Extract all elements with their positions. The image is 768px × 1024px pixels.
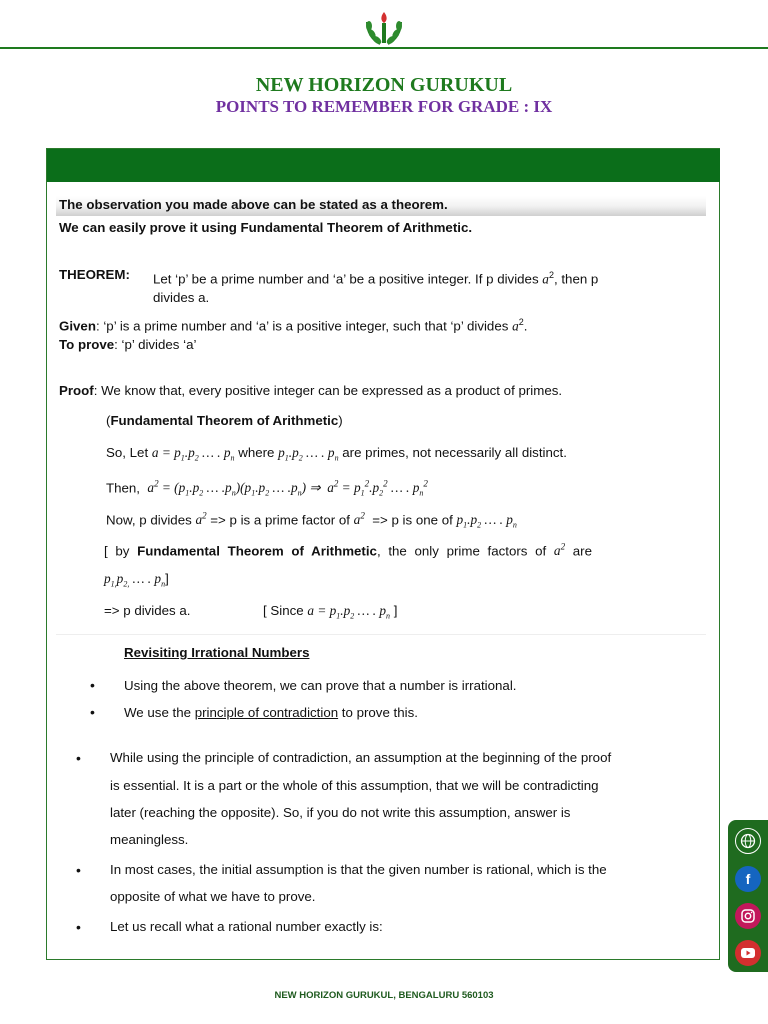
bullet-dot: • xyxy=(76,750,81,766)
note-1-line-1: While using the principle of contradiction, an assumption at the beginning of the proof xyxy=(110,750,612,765)
note-1-line-2: is essential. It is a part or the whole of this assumption, that we will be contradicting xyxy=(110,778,599,793)
conclusion-line: => p divides a. xyxy=(104,603,191,618)
then-line: Then, $a^2 = (p_1.p_2$ … $.p_n)(p_1.p_2$ … $.p_n$) ⇒ $a^2 = p_1^2.p_2^2$ … . $p_n^2$ xyxy=(106,479,428,499)
note-1-line-4: meaningless. xyxy=(110,832,189,847)
content-header-band xyxy=(47,149,720,182)
since-line: [ Since $a = p_1.p_2$ … . $p_n$ ] xyxy=(263,603,398,621)
note-2-line-2: opposite of what we have to prove. xyxy=(110,889,316,904)
youtube-icon[interactable] xyxy=(735,940,761,966)
grade-subtitle: POINTS TO REMEMBER FOR GRADE : IX xyxy=(215,97,553,116)
note-1-line-3: later (reaching the opposite). So, if you do not write this assumption, answer is xyxy=(110,805,571,820)
note-3: Let us recall what a rational number exactly is: xyxy=(110,919,383,934)
theorem-text-cont: divides a. xyxy=(153,290,210,305)
so-let-line: So, Let $a = p_1.p_2$ … . $p_n$ where $p_1.p_2$ … . $p_n$ are primes, not necessarily all distinct. xyxy=(106,445,567,463)
now-line: Now, p divides $a^2 => p$ is a prime factor of $a^2 => p$ is one of $p_1.p_2$ … . $p_n$ xyxy=(106,511,517,531)
bullet-2: We use the principle of contradiction to prove this. xyxy=(124,705,418,720)
bullet-dot: • xyxy=(90,704,95,720)
to-prove-line: To prove: ‘p’ divides ‘a’ xyxy=(59,337,197,352)
instagram-icon[interactable] xyxy=(735,903,761,929)
section-divider xyxy=(56,634,706,635)
intro-line-1: The observation you made above can be stated as a theorem. xyxy=(59,197,448,212)
web-icon[interactable] xyxy=(735,828,761,854)
bullet-dot: • xyxy=(76,919,81,935)
by-fta-line: [ by Fundamental Theorem of Arithmetic, the only prime factors of $a^2$ are xyxy=(104,542,592,559)
facebook-icon[interactable]: f xyxy=(735,866,761,892)
header-rule xyxy=(0,47,768,49)
fta-line: (Fundamental Theorem of Arithmetic) xyxy=(106,413,343,428)
revisiting-heading: Revisiting Irrational Numbers xyxy=(124,645,310,660)
bullet-1: Using the above theorem, we can prove that a number is irrational. xyxy=(124,678,517,693)
school-name: NEW HORIZON GURUKUL xyxy=(255,74,513,96)
footer-address: NEW HORIZON GURUKUL, BENGALURU 560103 xyxy=(274,990,494,1001)
primes-list-line: $p_{1,}p_{2,}$ … . $p_n$] xyxy=(104,571,169,589)
intro-line-2: We can easily prove it using Fundamental Theorem of Arithmetic. xyxy=(59,220,473,235)
note-2-line-1: In most cases, the initial assumption is that the given number is rational, which is the xyxy=(110,862,607,877)
bullet-dot: • xyxy=(76,862,81,878)
social-sidebar xyxy=(728,820,768,972)
contradiction-link[interactable]: principle of contradiction xyxy=(194,705,339,720)
theorem-label: THEOREM: xyxy=(59,267,130,282)
proof-line-1: Proof: We know that, every positive integer can be expressed as a product of primes. xyxy=(59,383,563,398)
theorem-text: Let ‘p’ be a prime number and ‘a’ be a positive integer. If p divides $a^2$, then p xyxy=(153,270,599,287)
given-line: Given: ‘p’ is a prime number and ‘a’ is a positive integer, such that ‘p’ divides $a^2$. xyxy=(59,317,528,334)
torch-logo-icon xyxy=(358,6,410,50)
bullet-dot: • xyxy=(90,677,95,693)
